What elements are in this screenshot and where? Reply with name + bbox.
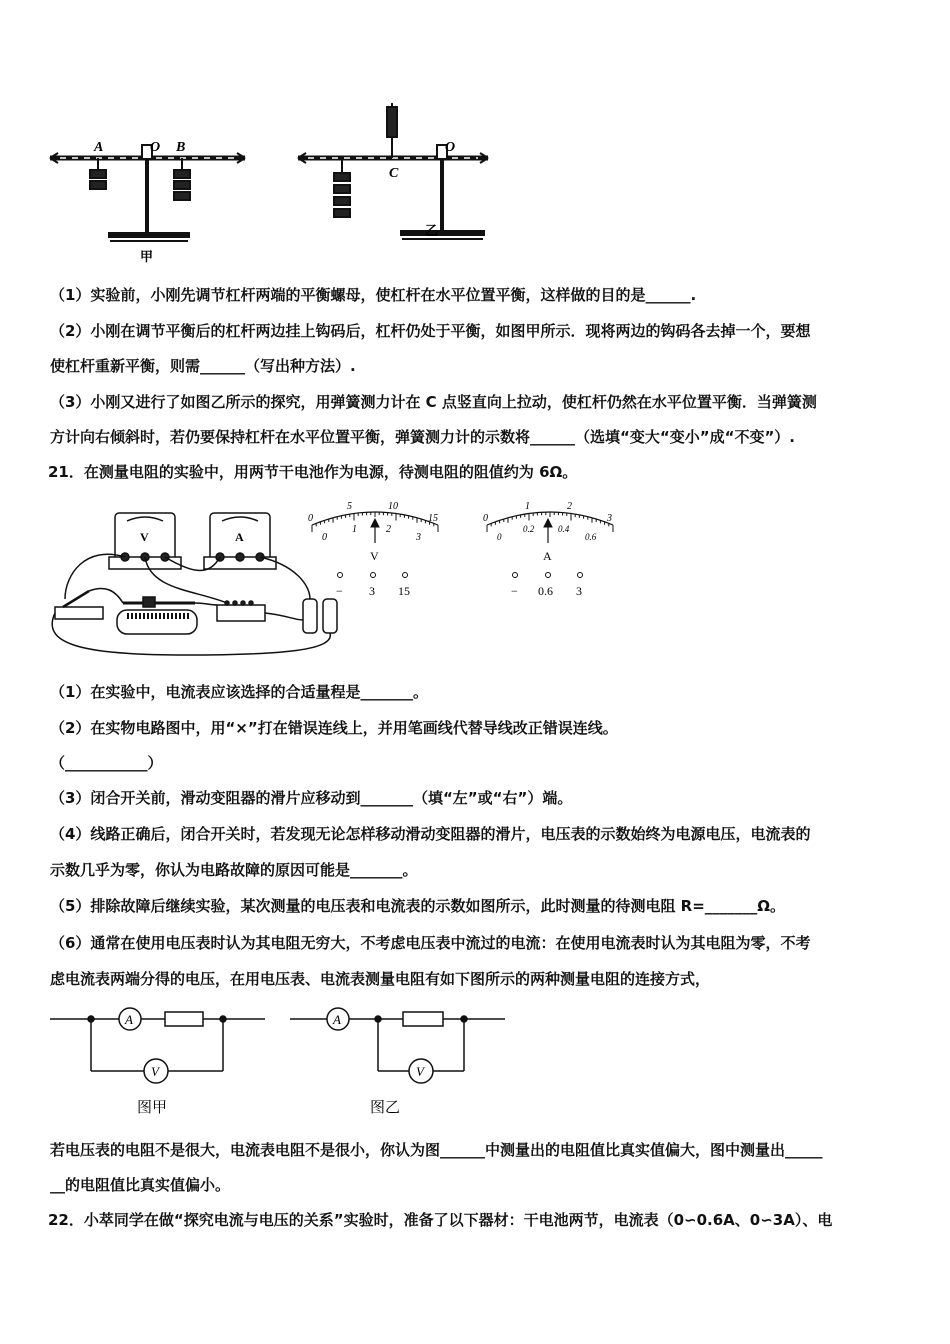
q20-part3-line2: 方计向右倾斜时，若仍要保持杠杆在水平位置平衡，弹簧测力计的示数将______（选填“变大“变小”成“不变”）.: [50, 428, 795, 446]
diagram-jia-caption: 图甲: [137, 1100, 168, 1116]
diagram-yi-ammeter: A: [333, 1012, 341, 1027]
lever-caption-jia: 甲: [140, 249, 154, 264]
ammeter-dial-letter: A: [543, 549, 552, 563]
ammeter-dial: [475, 497, 625, 605]
voltmeter-outer-5: 5: [347, 501, 352, 512]
voltmeter-inner-0: 0: [322, 532, 327, 543]
ammeter-inner-0.4: 0.4: [558, 524, 570, 534]
lever-caption-yi: 乙: [425, 223, 439, 238]
lever-figures: [40, 95, 500, 275]
diagram-yi-voltmeter: V: [416, 1064, 424, 1079]
voltmeter-inner-2: 2: [386, 524, 391, 535]
voltmeter-outer-0: 0: [308, 513, 313, 524]
voltmeter-dial-letter: V: [370, 549, 379, 563]
voltmeter-outer-10: 10: [388, 501, 398, 512]
q21-part5: （5）排除故障后继续实验，某次测量的电压表和电流表的示数如图所示，此时测量的待测电阻 R=_______Ω。: [50, 897, 786, 915]
q21-part3: （3）闭合开关前，滑动变阻器的滑片应移动到_______（填“左”或“右”）端。: [50, 789, 573, 807]
q21-part4-line1: （4）线路正确后，闭合开关时，若发现无论怎样移动滑动变阻器的滑片，电压表的示数始终为电源电压，电流表的: [50, 825, 811, 843]
q21-part1: （1）在实验中，电流表应该选择的合适量程是_______。: [50, 683, 428, 701]
diagram-yi: [290, 1008, 505, 1083]
lever-figure-jia: [50, 145, 245, 241]
lever-label-o2: O: [445, 140, 456, 155]
voltmeter-inner-3: 3: [416, 532, 421, 543]
connection-diagrams: [45, 1000, 515, 1125]
q21-part7-line2: __的电阻值比真实值偏小。: [50, 1176, 231, 1194]
ammeter-terminal-neg-dot: [513, 573, 518, 578]
voltmeter-terminal-15: 15: [398, 584, 410, 598]
ammeter-inner-0.2: 0.2: [523, 524, 535, 534]
diagram-jia-voltmeter: V: [151, 1064, 159, 1079]
voltmeter-outer-15: 15: [428, 513, 438, 524]
ammeter-inner-0.6: 0.6: [585, 532, 597, 542]
q20-part3-line1: （3）小刚又进行了如图乙所示的探究，用弹簧测力计在 C 点竖直向上拉动，使杠杆仍然在水平位置平衡．当弹簧测: [50, 393, 817, 411]
ammeter-terminal-3: 3: [576, 584, 582, 598]
voltmeter-pointer: [371, 519, 379, 543]
ammeter-outer-0: 0: [483, 513, 488, 524]
circuit-ammeter-letter: A: [235, 530, 244, 544]
lever-label-c: C: [389, 166, 399, 181]
ammeter-outer-1: 1: [525, 501, 530, 512]
voltmeter-terminal-neg-dot: [338, 573, 343, 578]
q21-part2-answer-blank: （___________）: [50, 754, 163, 772]
ammeter-pointer: [544, 519, 552, 543]
voltmeter-terminal-15-dot: [403, 573, 408, 578]
voltmeter-terminal-3: 3: [369, 584, 375, 598]
q21-part6-line1: （6）通常在使用电压表时认为其电阻无穷大，不考虑电压表中流过的电流：在使用电流表时认为其电阻为零，不考: [50, 934, 811, 952]
ammeter-terminal-0.6-dot: [546, 573, 551, 578]
q21-part4-line2: 示数几乎为零，你认为电路故障的原因可能是_______。: [50, 861, 418, 879]
q21-part6-line2: 虑电流表两端分得的电压，在用电压表、电流表测量电阻有如下图所示的两种测量电阻的连接方式，: [50, 970, 711, 988]
ammeter-inner-0: 0: [497, 532, 502, 542]
ammeter-outer-2: 2: [567, 501, 572, 512]
lever-label-b: B: [176, 140, 186, 155]
q21-part7-line1: 若电压表的电阻不是很大，电流表电阻不是很小，你认为图______中测量出的电阻值比真实值偏大，图中测量出_____: [50, 1141, 823, 1159]
ammeter-terminal-3-dot: [578, 573, 583, 578]
q20-part2-line1: （2）小刚在调节平衡后的杠杆两边挂上钩码后，杠杆仍处于平衡，如图甲所示．现将两边的钩码各去掉一个，要想: [50, 322, 811, 340]
voltmeter-terminal-neg: −: [336, 584, 343, 598]
ammeter-terminal-neg: −: [511, 584, 518, 598]
q22-stem: 22．小萃同学在做“探究电流与电压的关系”实验时，准备了以下器材：干电池两节，电流表（0∽0.6A、0∽3A）、电: [48, 1211, 833, 1229]
voltmeter-inner-1: 1: [352, 524, 357, 535]
lever-label-o: O: [150, 140, 161, 155]
voltmeter-dial: [300, 497, 450, 605]
circuit-voltmeter-letter: V: [140, 530, 149, 544]
diagram-jia-ammeter: A: [125, 1012, 133, 1027]
q21-stem: 21．在测量电阻的实验中，用两节干电池作为电源，待测电阻的阻值约为 6Ω。: [48, 463, 578, 481]
q20-part1: （1）实验前，小刚先调节杠杆两端的平衡螺母，使杠杆在水平位置平衡，这样做的目的是______.: [50, 286, 697, 304]
q20-part2-line2: 使杠杆重新平衡，则需______（写出种方法）.: [50, 357, 356, 375]
ammeter-terminal-0.6: 0.6: [538, 584, 553, 598]
voltmeter-terminal-3-dot: [371, 573, 376, 578]
lever-label-a: A: [94, 140, 104, 155]
diagram-yi-caption: 图乙: [370, 1100, 401, 1116]
q21-part2: （2）在实物电路图中，用“×”打在错误连线上，并用笔画线代替导线改正错误连线。: [50, 719, 618, 737]
ammeter-outer-3: 3: [607, 513, 612, 524]
